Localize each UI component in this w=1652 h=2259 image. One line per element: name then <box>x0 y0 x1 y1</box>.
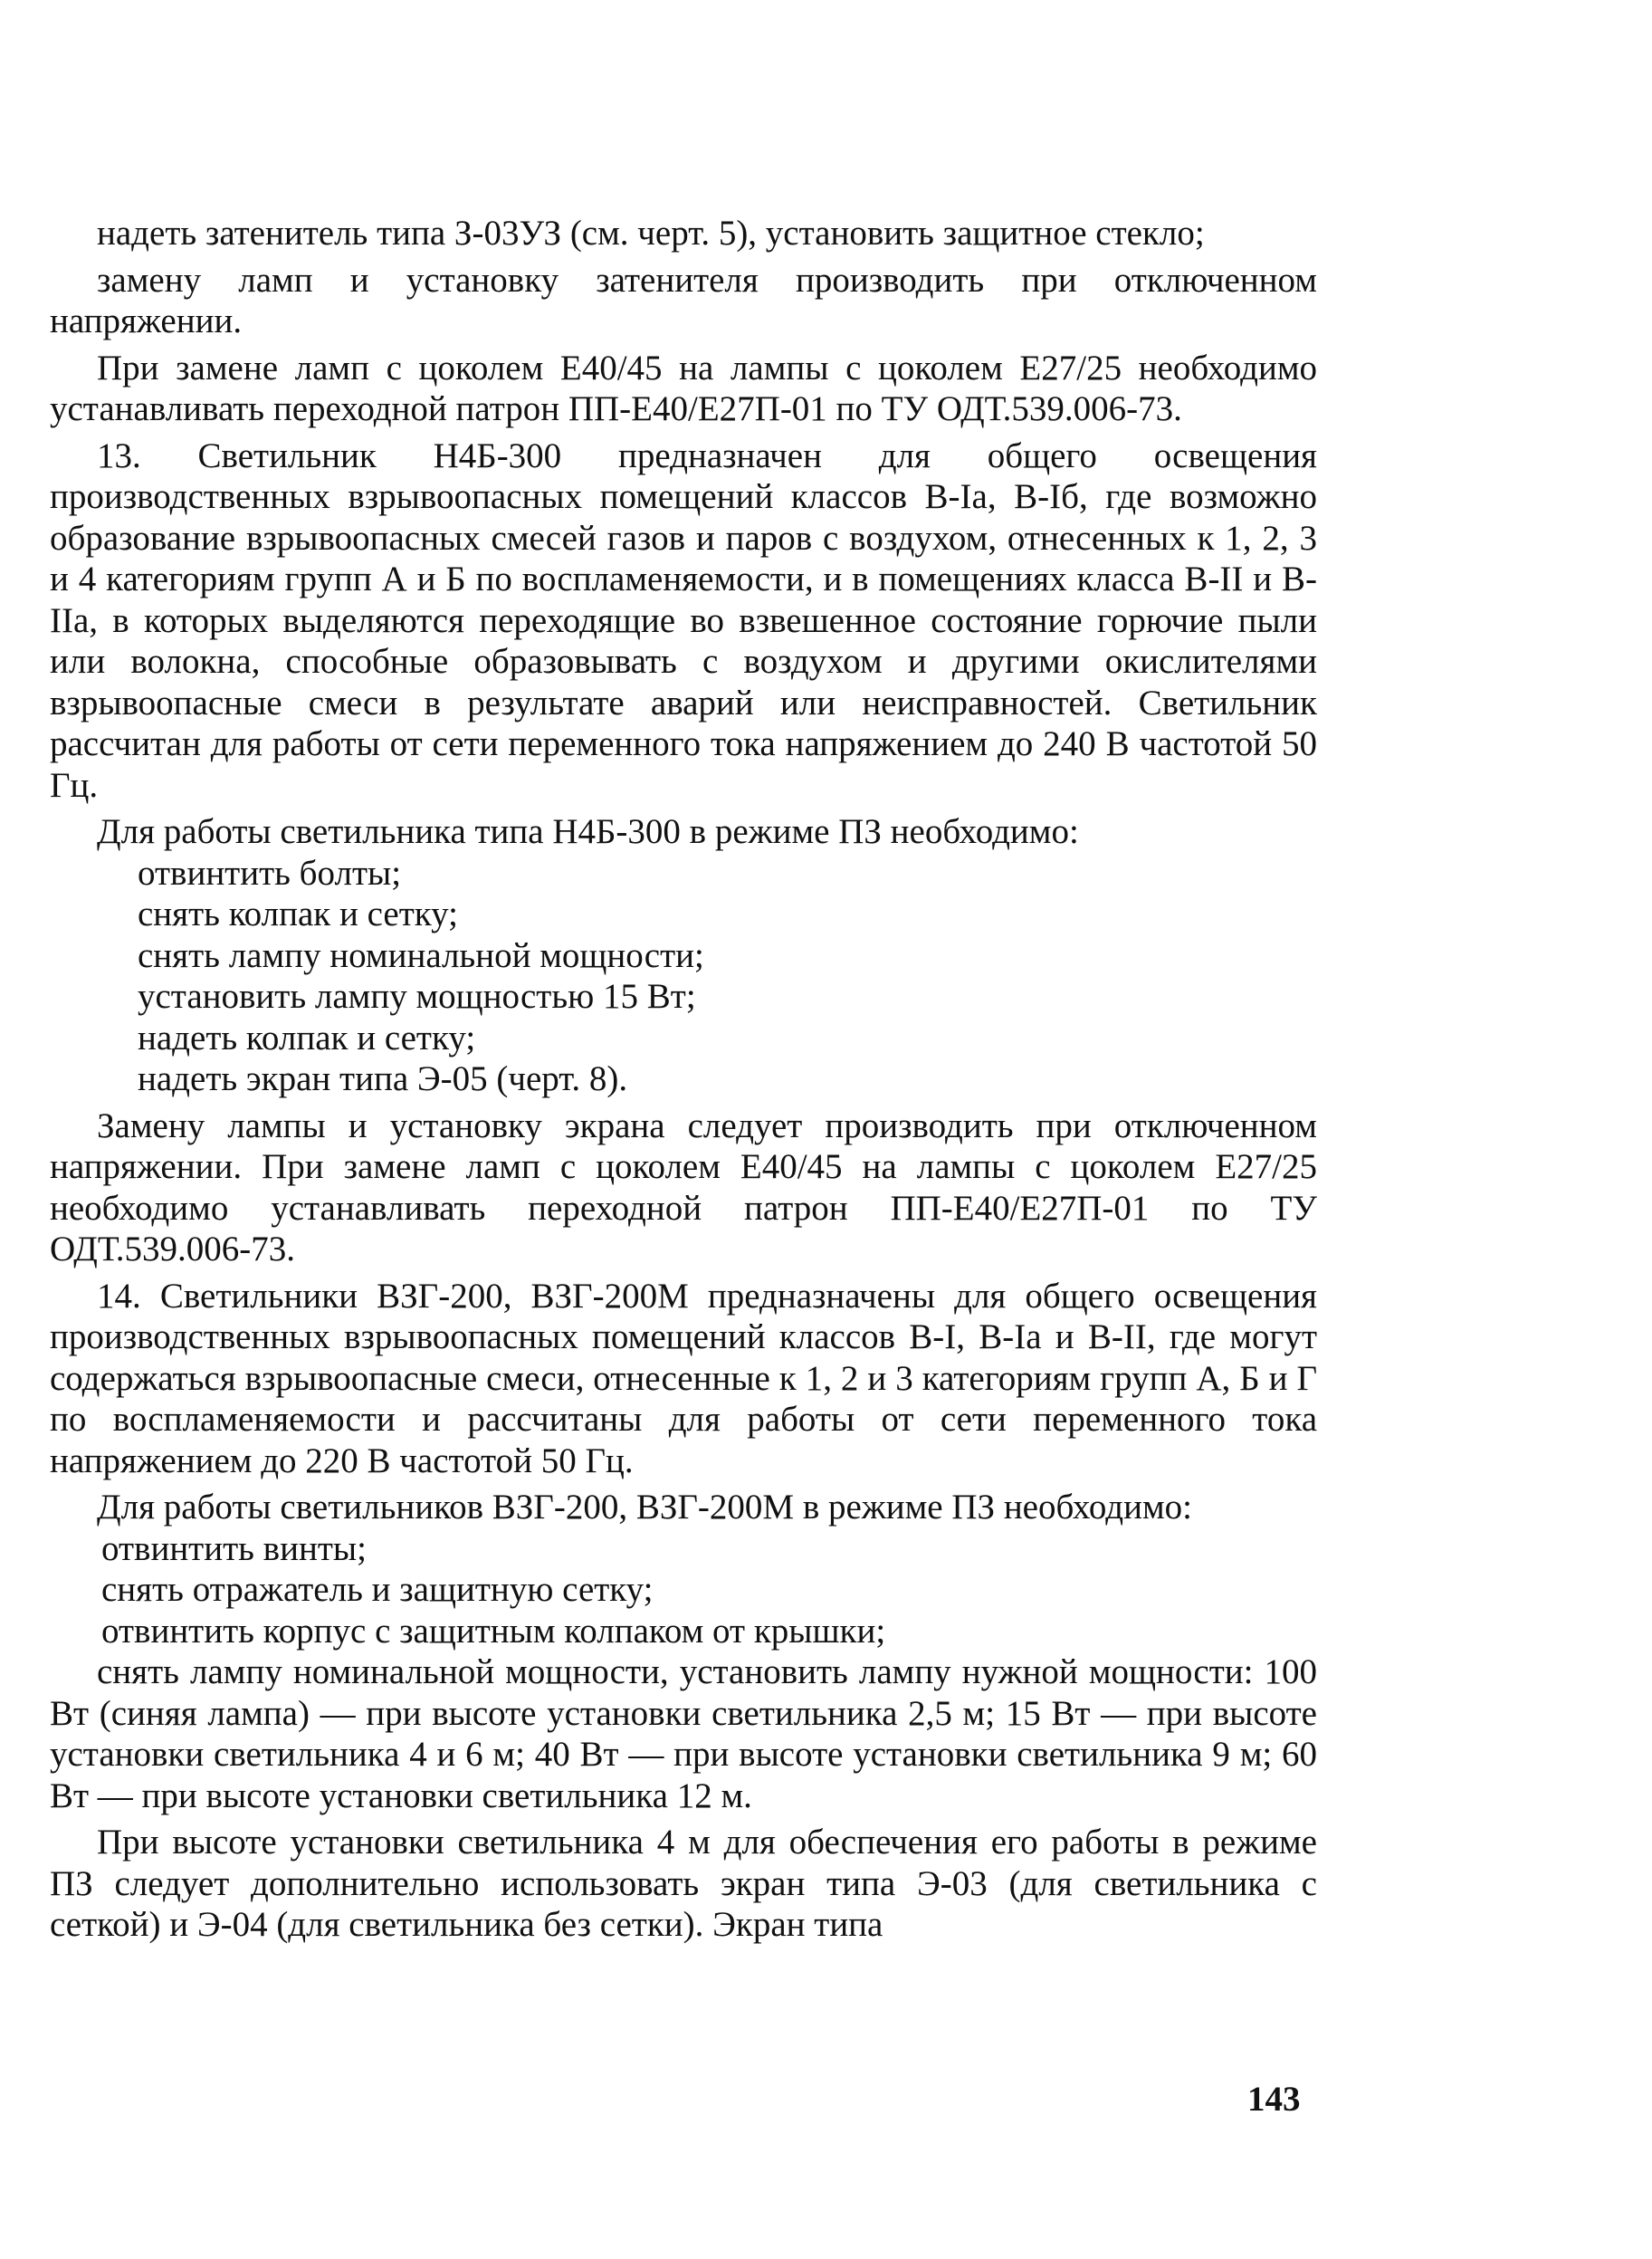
list-item: отвинтить корпус с защитным колпаком от крышки; <box>101 1611 886 1651</box>
list-item: надеть колпак и сетку; <box>138 1018 476 1058</box>
list-item: установить лампу мощностью 15 Вт; <box>138 977 696 1016</box>
paragraph: При высоте установки светильника 4 м для обеспечения его работы в режиме ПЗ следует дополнительно использовать экран типа Э-03 (для светильника с сеткой) и Э-04 (для светильника без сетки). Экран типа <box>50 1823 1317 1944</box>
list-item: снять отражатель и защитную сетку; <box>101 1570 654 1609</box>
list-item: отвинтить винты; <box>101 1528 367 1568</box>
paragraph-item-14: 14. Светильники ВЗГ-200, ВЗГ-200М предназначены для общего освещения производственных взрывоопасных помещений классов В-I, В-Iа и В-II, где могут содержаться взрывоопасные смеси, отнесенные к 1, 2 и 3 категориям групп А, Б и Г по воспламеняемости и рассчитаны для работы от сети переменного тока напряжением до 220 В частотой 50 Гц. <box>50 1276 1317 1480</box>
page-number: 143 <box>1247 2080 1301 2119</box>
paragraph: снять лампу номинальной мощности, установить лампу нужной мощности: 100 Вт (синяя лампа) — при высоте установки светильника 2,5 м; 15 Вт — при высоте установки светильника 4 и 6 м; 40 Вт — при высоте установки светильника 9 м; 60 Вт — при высоте установки светильника 12 м. <box>50 1652 1317 1815</box>
paragraph: Замену лампы и установку экрана следует производить при отключенном напряжении. При замене ламп с цоколем Е40/45 на лампы с цоколем Е27/25 необходимо устанавливать переходной патрон ПП-Е40/Е27П-01 по ТУ ОДТ.539.006-73. <box>50 1106 1317 1268</box>
paragraph: При замене ламп с цоколем Е40/45 на лампы с цоколем Е27/25 необходимо устанавливать переходной патрон ПП-Е40/Е27П-01 по ТУ ОДТ.539.006-73. <box>50 348 1317 428</box>
paragraph-item-13: 13. Светильник Н4Б-300 предназначен для общего освещения производственных взрывоопасных помещений классов В-Iа, В-Iб, где возможно образование взрывоопасных смесей газов и паров с воздухом, отнесенных к 1, 2, 3 и 4 категориям групп А и Б по воспламеняемости, и в помещениях класса В-II и В-IIа, в которых выделяются переходящие во взвешенное состояние горючие пыли или волокна, способные образовывать с воздухом и другими окислителями взрывоопасные смеси в результате аварий или неисправностей. Светильник рассчитан для работы от сети переменного тока напряжением до 240 В частотой 50 Гц. <box>50 436 1317 805</box>
paragraph: Для работы светильника типа Н4Б-300 в режиме ПЗ необходимо: <box>97 812 1079 851</box>
paragraph: Для работы светильников ВЗГ-200, ВЗГ-200М в режиме ПЗ необходимо: <box>97 1488 1192 1527</box>
list-item: снять колпак и сетку; <box>138 895 458 933</box>
page-body <box>50 213 1317 1946</box>
paragraph: надеть затенитель типа З-03УЗ (см. черт. 5), установить защитное стекло; <box>97 214 1205 253</box>
list-item: надеть экран типа Э-05 (черт. 8). <box>138 1059 628 1098</box>
list-item: снять лампу номинальной мощности; <box>138 935 704 975</box>
paragraph: замену ламп и установку затенителя производить при отключенном напряжении. <box>50 260 1317 340</box>
list-item: отвинтить болты; <box>138 853 402 893</box>
